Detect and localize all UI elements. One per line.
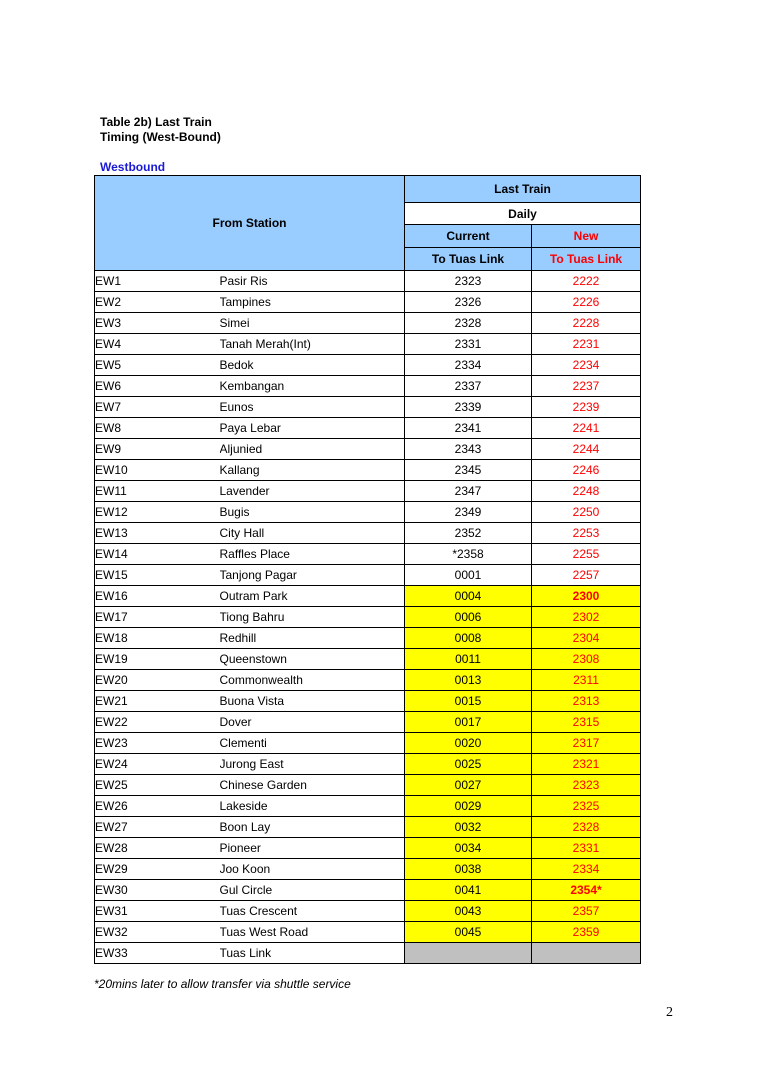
station-name: Paya Lebar (220, 418, 405, 439)
table-title (100, 115, 221, 145)
station-code: EW28 (95, 838, 220, 859)
station-code: EW33 (95, 943, 220, 964)
table-row (95, 796, 641, 817)
new-time: 2323 (532, 775, 641, 796)
station-code: EW7 (95, 397, 220, 418)
table-row (95, 439, 641, 460)
to-current-header: To Tuas Link (405, 248, 532, 271)
current-time: 0029 (405, 796, 532, 817)
new-time: 2253 (532, 523, 641, 544)
new-time (532, 943, 641, 964)
new-time: 2222 (532, 271, 641, 292)
station-code: EW30 (95, 880, 220, 901)
current-time: 2331 (405, 334, 532, 355)
table-row (95, 943, 641, 964)
current-time: 0041 (405, 880, 532, 901)
station-name: Jurong East (220, 754, 405, 775)
last-train-table (94, 175, 641, 964)
new-time: 2255 (532, 544, 641, 565)
new-time: 2237 (532, 376, 641, 397)
new-time: 2334 (532, 859, 641, 880)
station-name: Lavender (220, 481, 405, 502)
table-row (95, 670, 641, 691)
station-name: City Hall (220, 523, 405, 544)
station-name: Tuas West Road (220, 922, 405, 943)
station-name: Kembangan (220, 376, 405, 397)
title-line-2: Timing (West-Bound) (100, 130, 221, 144)
station-code: EW21 (95, 691, 220, 712)
title-line-1: Table 2b) Last Train (100, 115, 212, 129)
new-time: 2241 (532, 418, 641, 439)
new-time: 2328 (532, 817, 641, 838)
section-label: Westbound (100, 160, 166, 174)
station-code: EW20 (95, 670, 220, 691)
station-name: Tanjong Pagar (220, 565, 405, 586)
new-time: 2234 (532, 355, 641, 376)
last-train-header: Last Train (405, 176, 641, 203)
new-time: 2317 (532, 733, 641, 754)
current-time: 0013 (405, 670, 532, 691)
station-code: EW16 (95, 586, 220, 607)
station-code: EW24 (95, 754, 220, 775)
table-row (95, 334, 641, 355)
station-code: EW23 (95, 733, 220, 754)
new-time: 2304 (532, 628, 641, 649)
current-time: 2334 (405, 355, 532, 376)
current-time: 2337 (405, 376, 532, 397)
table-row (95, 649, 641, 670)
current-time: 2345 (405, 460, 532, 481)
new-time: 2354* (532, 880, 641, 901)
new-time: 2244 (532, 439, 641, 460)
new-time: 2226 (532, 292, 641, 313)
station-code: EW25 (95, 775, 220, 796)
station-code: EW6 (95, 376, 220, 397)
table-row (95, 271, 641, 292)
station-name: Bedok (220, 355, 405, 376)
station-code: EW8 (95, 418, 220, 439)
station-name: Boon Lay (220, 817, 405, 838)
new-time: 2325 (532, 796, 641, 817)
station-name: Kallang (220, 460, 405, 481)
station-code: EW26 (95, 796, 220, 817)
table-row (95, 607, 641, 628)
station-code: EW18 (95, 628, 220, 649)
current-time: 2323 (405, 271, 532, 292)
station-name: Tiong Bahru (220, 607, 405, 628)
current-time: 0020 (405, 733, 532, 754)
station-code: EW29 (95, 859, 220, 880)
station-code: EW15 (95, 565, 220, 586)
current-time: 2343 (405, 439, 532, 460)
new-time: 2311 (532, 670, 641, 691)
new-time: 2331 (532, 838, 641, 859)
station-name: Commonwealth (220, 670, 405, 691)
station-code: EW1 (95, 271, 220, 292)
station-code: EW2 (95, 292, 220, 313)
station-name: Redhill (220, 628, 405, 649)
current-time (405, 943, 532, 964)
current-time: 2349 (405, 502, 532, 523)
table-row (95, 418, 641, 439)
new-time: 2315 (532, 712, 641, 733)
new-time: 2246 (532, 460, 641, 481)
new-time: 2302 (532, 607, 641, 628)
station-code: EW14 (95, 544, 220, 565)
table-row (95, 544, 641, 565)
table-row (95, 481, 641, 502)
table-row (95, 460, 641, 481)
new-time: 2300 (532, 586, 641, 607)
table-row (95, 565, 641, 586)
table-row (95, 901, 641, 922)
station-code: EW12 (95, 502, 220, 523)
station-name: Simei (220, 313, 405, 334)
station-name: Clementi (220, 733, 405, 754)
new-time: 2228 (532, 313, 641, 334)
table-row (95, 691, 641, 712)
station-code: EW31 (95, 901, 220, 922)
station-code: EW27 (95, 817, 220, 838)
table-row (95, 712, 641, 733)
station-name: Queenstown (220, 649, 405, 670)
current-time: 0008 (405, 628, 532, 649)
station-code: EW9 (95, 439, 220, 460)
station-name: Buona Vista (220, 691, 405, 712)
station-code: EW32 (95, 922, 220, 943)
current-time: 0038 (405, 859, 532, 880)
current-time: 0004 (405, 586, 532, 607)
table-row (95, 397, 641, 418)
station-code: EW19 (95, 649, 220, 670)
current-time: 0034 (405, 838, 532, 859)
current-time: 2326 (405, 292, 532, 313)
table-row (95, 502, 641, 523)
station-name: Tuas Crescent (220, 901, 405, 922)
table-row (95, 838, 641, 859)
station-name: Pioneer (220, 838, 405, 859)
new-time: 2231 (532, 334, 641, 355)
station-name: Tanah Merah(Int) (220, 334, 405, 355)
current-time: 0045 (405, 922, 532, 943)
new-time: 2308 (532, 649, 641, 670)
current-time: 2352 (405, 523, 532, 544)
current-header: Current (405, 225, 532, 248)
table-row (95, 292, 641, 313)
station-name: Bugis (220, 502, 405, 523)
table-row (95, 775, 641, 796)
station-name: Lakeside (220, 796, 405, 817)
station-code: EW3 (95, 313, 220, 334)
current-time: *2358 (405, 544, 532, 565)
table-row (95, 754, 641, 775)
current-time: 0032 (405, 817, 532, 838)
table-row (95, 733, 641, 754)
from-station-header: From Station (95, 176, 405, 271)
daily-header: Daily (405, 203, 641, 225)
table-row (95, 376, 641, 397)
station-name: Dover (220, 712, 405, 733)
table-row (95, 880, 641, 901)
station-code: EW11 (95, 481, 220, 502)
station-name: Raffles Place (220, 544, 405, 565)
new-time: 2359 (532, 922, 641, 943)
current-time: 0027 (405, 775, 532, 796)
page-number: 2 (666, 1005, 673, 1020)
station-code: EW10 (95, 460, 220, 481)
current-time: 0001 (405, 565, 532, 586)
current-time: 2341 (405, 418, 532, 439)
footnote: *20mins later to allow transfer via shuttle service (94, 977, 351, 991)
new-time: 2313 (532, 691, 641, 712)
station-name: Tampines (220, 292, 405, 313)
table-body (95, 271, 641, 964)
new-time: 2239 (532, 397, 641, 418)
new-header: New (532, 225, 641, 248)
current-time: 0025 (405, 754, 532, 775)
new-time: 2321 (532, 754, 641, 775)
station-code: EW4 (95, 334, 220, 355)
station-name: Gul Circle (220, 880, 405, 901)
station-code: EW13 (95, 523, 220, 544)
current-time: 0015 (405, 691, 532, 712)
station-name: Chinese Garden (220, 775, 405, 796)
station-code: EW22 (95, 712, 220, 733)
table-row (95, 628, 641, 649)
station-name: Tuas Link (220, 943, 405, 964)
current-time: 0017 (405, 712, 532, 733)
new-time: 2250 (532, 502, 641, 523)
table-row (95, 586, 641, 607)
table-row (95, 922, 641, 943)
table-row (95, 859, 641, 880)
table-row (95, 523, 641, 544)
station-name: Eunos (220, 397, 405, 418)
current-time: 2328 (405, 313, 532, 334)
table-row (95, 817, 641, 838)
station-name: Aljunied (220, 439, 405, 460)
table-row (95, 313, 641, 334)
to-new-header: To Tuas Link (532, 248, 641, 271)
current-time: 0043 (405, 901, 532, 922)
table-row (95, 355, 641, 376)
station-name: Joo Koon (220, 859, 405, 880)
station-code: EW17 (95, 607, 220, 628)
current-time: 2339 (405, 397, 532, 418)
new-time: 2257 (532, 565, 641, 586)
current-time: 2347 (405, 481, 532, 502)
current-time: 0006 (405, 607, 532, 628)
new-time: 2357 (532, 901, 641, 922)
station-name: Pasir Ris (220, 271, 405, 292)
station-code: EW5 (95, 355, 220, 376)
station-name: Outram Park (220, 586, 405, 607)
new-time: 2248 (532, 481, 641, 502)
current-time: 0011 (405, 649, 532, 670)
